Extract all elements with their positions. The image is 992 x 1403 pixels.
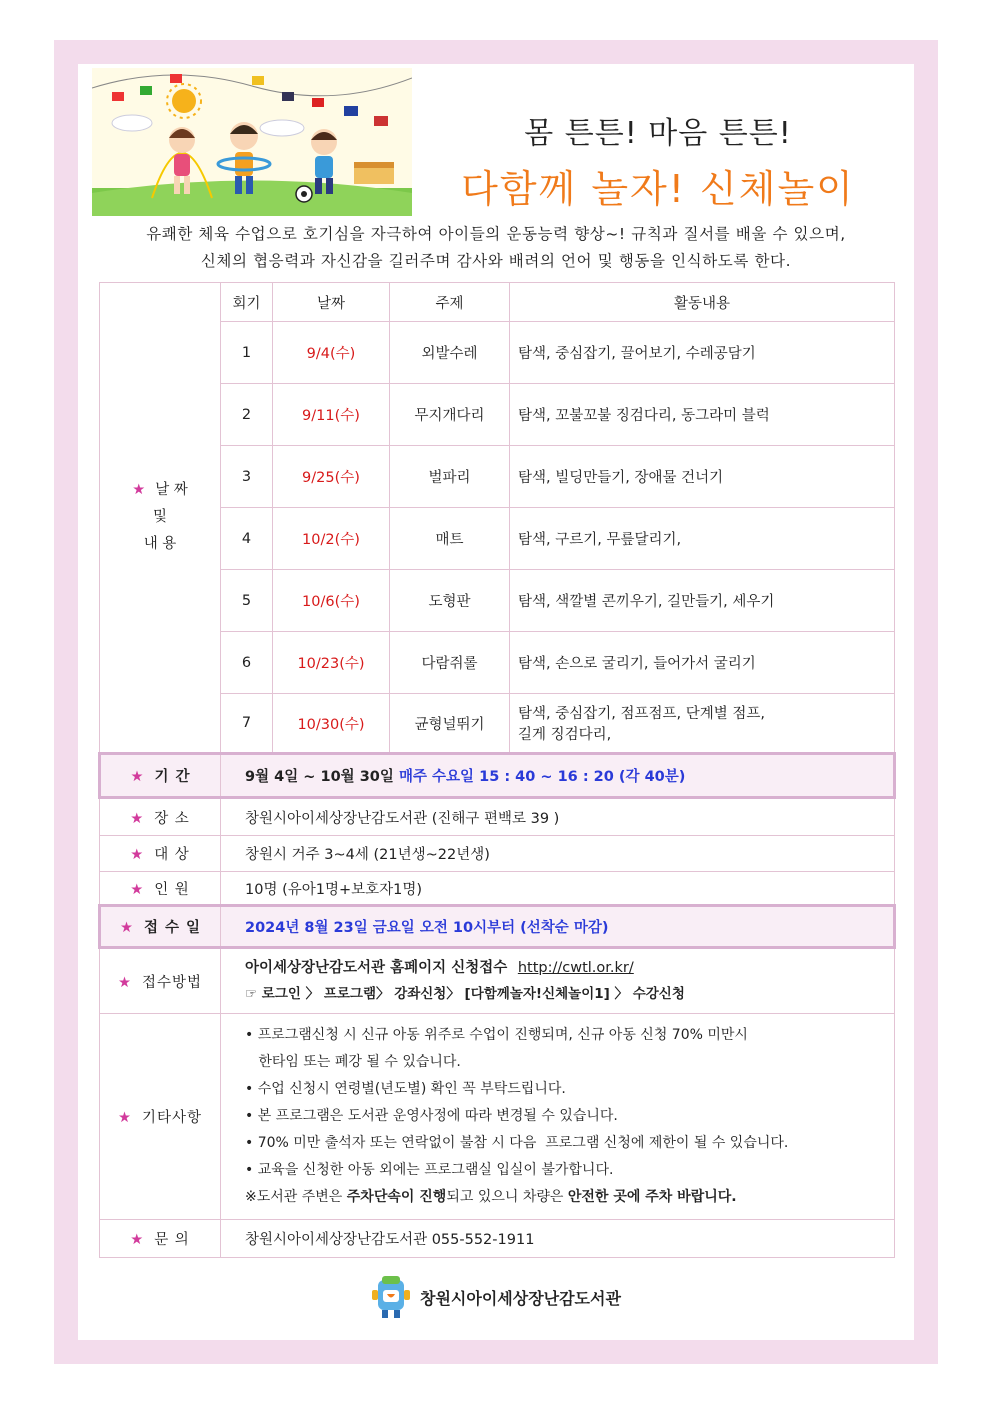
target-label: 대 상 — [154, 847, 190, 863]
header-topic: 주제 — [390, 283, 510, 322]
session-activity: 탐색, 손으로 굴리기, 들어가서 굴리기 — [510, 632, 895, 694]
method-row — [100, 948, 895, 1014]
session-topic: 벌파리 — [390, 446, 510, 508]
session-number: 6 — [221, 632, 273, 694]
session-activity-line-2: 길게 징검다리, — [518, 727, 612, 743]
session-date: 10/2(수) — [273, 508, 390, 570]
header-activity: 활동내용 — [510, 283, 895, 322]
session-topic: 무지개다리 — [390, 384, 510, 446]
section-label-line-3: 내 용 — [143, 536, 177, 552]
star-icon: ★ — [130, 810, 145, 827]
contact-label: 문 의 — [154, 1232, 190, 1248]
session-topic: 매트 — [390, 508, 510, 570]
header-session: 회기 — [221, 283, 273, 322]
target-value: 창원시 거주 3~4세 (21년생~22년생) — [221, 836, 895, 872]
star-icon: ★ — [130, 769, 145, 785]
receipt-label: 접 수 일 — [143, 920, 202, 936]
place-row — [100, 798, 895, 836]
etc-row — [100, 1014, 895, 1220]
session-date: 9/11(수) — [273, 384, 390, 446]
etc-label: 기타사항 — [141, 1110, 203, 1126]
section-label-line-2: 및 — [152, 509, 167, 525]
intro-line-1: 유쾌한 체육 수업으로 호기심을 자극하여 아이들의 운동능력 향상~! 규칙과 질서를 배울 수 있으며, — [146, 225, 846, 243]
session-activity — [510, 694, 895, 754]
etc-item: • 본 프로그램은 도서관 운영사정에 따라 변경될 수 있습니다. — [245, 1108, 618, 1124]
session-topic: 다람쥐롤 — [390, 632, 510, 694]
session-topic: 외발수레 — [390, 322, 510, 384]
session-date: 9/25(수) — [273, 446, 390, 508]
section-label-line-1: 날 짜 — [155, 482, 188, 498]
star-icon: ★ — [117, 974, 132, 991]
page-title: 다함께 놀자! 신체놀이 — [461, 167, 855, 211]
session-activity: 탐색, 빌딩만들기, 장애물 건너기 — [510, 446, 895, 508]
homepage-link[interactable]: http://cwtl.or.kr/ — [517, 960, 634, 976]
period-row — [100, 754, 895, 798]
star-icon: ★ — [119, 920, 134, 936]
children-playing-illustration — [92, 68, 412, 216]
session-number: 7 — [221, 694, 273, 754]
period-value: 9월 4일 ~ 10월 30일 — [245, 769, 394, 785]
star-icon: ★ — [130, 1232, 145, 1248]
contact-value: 창원시아이세상장난감도서관 055-552-1911 — [221, 1220, 895, 1258]
library-name: 창원시아이세상장난감도서관 — [420, 1288, 621, 1308]
program-table — [98, 282, 896, 1258]
library-mascot-logo — [370, 1274, 412, 1320]
session-number: 4 — [221, 508, 273, 570]
method-label: 접수방법 — [141, 974, 203, 991]
period-time: 매주 수요일 15 : 40 ~ 16 : 20 (각 40분) — [398, 769, 686, 785]
star-icon: ★ — [132, 482, 146, 498]
session-date: 9/4(수) — [273, 322, 390, 384]
session-number: 1 — [221, 322, 273, 384]
period-label: 기 간 — [154, 769, 191, 785]
method-text: 아이세상장난감도서관 홈페이지 신청접수 — [245, 960, 508, 976]
people-label: 인 원 — [154, 881, 190, 898]
place-value: 창원시아이세상장난감도서관 (진해구 편백로 39 ) — [221, 798, 895, 836]
etc-item: 한타임 또는 폐강 될 수 있습니다. — [245, 1054, 461, 1070]
session-activity: 탐색, 중심잡기, 끌어보기, 수레공담기 — [510, 322, 895, 384]
people-row — [100, 872, 895, 906]
parking-note: ※도서관 주변은 주차단속이 진행되고 있으니 차량은 안전한 곳에 주차 바랍니다. — [245, 1189, 737, 1205]
etc-notes — [221, 1014, 895, 1220]
star-icon: ★ — [130, 881, 145, 898]
session-activity: 탐색, 색깔별 콘끼우기, 길만들기, 세우기 — [510, 570, 895, 632]
etc-item: • 프로그램신청 시 신규 아동 위주로 수업이 진행되며, 신규 아동 신청 70% 미만시 — [245, 1027, 748, 1043]
star-icon: ★ — [130, 847, 145, 863]
method-steps: ☞ 로그인 〉 프로그램〉 강좌신청〉 [다함께놀자!신체놀이1] 〉 수강신청 — [245, 986, 685, 1002]
target-row — [100, 836, 895, 872]
session-number: 2 — [221, 384, 273, 446]
receipt-value: 2024년 8월 23일 금요일 오전 10시부터 (선착순 마감) — [221, 906, 895, 948]
etc-item: • 수업 신청시 연령별(년도별) 확인 꼭 부탁드립니다. — [245, 1081, 566, 1097]
etc-item: • 교육을 신청한 아동 외에는 프로그램실 입실이 불가합니다. — [245, 1162, 614, 1178]
receipt-row — [100, 906, 895, 948]
session-activity: 탐색, 구르기, 무릎달리기, — [510, 508, 895, 570]
session-date: 10/6(수) — [273, 570, 390, 632]
contact-row — [100, 1220, 895, 1258]
star-icon: ★ — [117, 1110, 132, 1126]
place-label: 장 소 — [154, 810, 190, 827]
etc-item: • 70% 미만 출석자 또는 연락없이 불참 시 다음 프로그램 신청에 제한이 될 수 있습니다. — [245, 1135, 789, 1151]
page-subtitle: 몸 튼튼! 마음 튼튼! — [524, 116, 792, 151]
schedule-header-row — [100, 283, 895, 322]
session-topic: 도형판 — [390, 570, 510, 632]
session-date: 10/30(수) — [273, 694, 390, 754]
session-topic: 균형널뛰기 — [390, 694, 510, 754]
library-footer — [370, 1272, 621, 1322]
people-value: 10명 (유아1명+보호자1명) — [221, 872, 895, 906]
session-number: 5 — [221, 570, 273, 632]
session-activity: 탐색, 꼬불꼬불 징검다리, 동그라미 블럭 — [510, 384, 895, 446]
header-date: 날짜 — [273, 283, 390, 322]
session-number: 3 — [221, 446, 273, 508]
session-date: 10/23(수) — [273, 632, 390, 694]
intro-line-2: 신체의 협응력과 자신감을 길러주며 감사와 배려의 언어 및 행동을 인식하도록 한다. — [200, 252, 792, 270]
session-activity-line-1: 탐색, 중심잡기, 점프점프, 단계별 점프, — [518, 706, 765, 722]
schedule-section-label — [100, 283, 221, 754]
